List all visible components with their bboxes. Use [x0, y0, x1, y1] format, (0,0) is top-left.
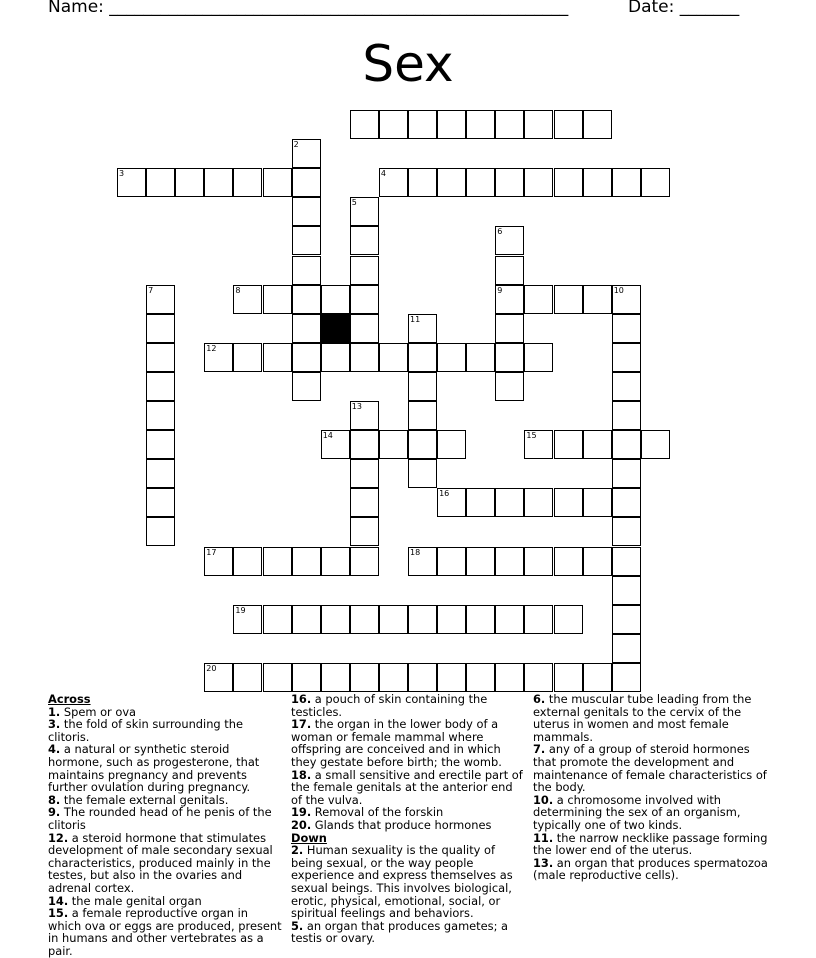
crossword-cell[interactable] [612, 634, 641, 663]
crossword-cell[interactable] [554, 663, 583, 692]
clue-item [291, 693, 527, 718]
clue-number: 10 [613, 285, 624, 295]
crossword-cell[interactable] [612, 517, 641, 546]
crossword-cell[interactable] [583, 547, 612, 576]
crossword-cell[interactable] [233, 285, 262, 314]
crossword-cell[interactable] [292, 197, 321, 226]
crossword-cell[interactable] [583, 168, 612, 197]
crossword-cell[interactable] [554, 605, 583, 634]
crossword-cell[interactable] [263, 605, 292, 634]
crossword-cell[interactable] [466, 168, 495, 197]
crossword-cell[interactable] [554, 285, 583, 314]
clue-item-text: a pouch of skin containing the testicles. [291, 692, 488, 719]
crossword-cell[interactable] [204, 343, 233, 372]
crossword-cell[interactable] [612, 168, 641, 197]
clue-item-text: the organ in the lower body of a woman or female mammal where offspring are conceived and in which they gestate before birth; the womb. [291, 717, 502, 769]
clue-item-number: 6. [533, 692, 546, 706]
crossword-cell[interactable] [379, 110, 408, 139]
clue-item [48, 832, 283, 895]
crossword-cell[interactable] [437, 547, 466, 576]
clue-item-number: 3. [48, 717, 61, 732]
crossword-cell[interactable] [612, 605, 641, 634]
clue-item-number: 9. [48, 805, 61, 820]
crossword-cell[interactable] [437, 168, 466, 197]
clue-item-number: 11. [533, 830, 554, 845]
crossword-cell[interactable] [495, 343, 524, 372]
crossword-cell[interactable] [524, 343, 553, 372]
crossword-cell[interactable] [233, 343, 262, 372]
crossword-cell[interactable] [379, 343, 408, 372]
crossword-cell[interactable] [408, 110, 437, 139]
crossword-cell[interactable] [437, 605, 466, 634]
crossword-cell[interactable] [495, 547, 524, 576]
name-field-label: Name: ______________________________________________________ [48, 0, 569, 17]
crossword-cell[interactable] [350, 517, 379, 546]
crossword-cell[interactable] [612, 285, 641, 314]
crossword-cell[interactable] [379, 168, 408, 197]
clue-number: 8 [235, 285, 241, 295]
crossword-cell[interactable] [408, 343, 437, 372]
crossword-cell[interactable] [466, 488, 495, 517]
crossword-cell[interactable] [146, 314, 175, 343]
crossword-cell[interactable] [350, 459, 379, 488]
clue-item [533, 857, 773, 882]
clue-item-text: the muscular tube leading from the external genitals to the cervix of the uterus in women and most female mammals. [533, 692, 752, 744]
crossword-cell[interactable] [612, 576, 641, 605]
clue-item-number: 7. [533, 742, 546, 757]
crossword-cell[interactable] [524, 430, 553, 459]
crossword-cell[interactable] [524, 110, 553, 139]
crossword-cell[interactable] [408, 372, 437, 401]
crossword-cell[interactable] [524, 168, 553, 197]
clue-item-number: 5. [291, 918, 304, 933]
clue-item [533, 743, 773, 793]
crossword-cell[interactable] [583, 285, 612, 314]
crossword-cell[interactable] [292, 605, 321, 634]
clue-number: 12 [206, 343, 217, 353]
crossword-cell[interactable] [350, 343, 379, 372]
crossword-cell[interactable] [583, 110, 612, 139]
crossword-cell[interactable] [321, 605, 350, 634]
clue-item-text: a female reproductive organ in which ova or eggs are produced, present in humans and other vertebrates as a pair. [48, 906, 282, 958]
clue-item-number: 20. [291, 817, 312, 832]
crossword-cell[interactable] [408, 430, 437, 459]
crossword-cell[interactable] [583, 488, 612, 517]
clue-number: 17 [206, 547, 217, 557]
crossword-cell[interactable] [175, 168, 204, 197]
crossword-cell[interactable] [146, 401, 175, 430]
puzzle-title: Sex [362, 35, 454, 93]
crossword-cell[interactable] [204, 547, 233, 576]
clue-column-2 [291, 693, 527, 945]
clue-item-text: The rounded head of he penis of the clitoris [48, 805, 272, 832]
clue-item-number: 17. [291, 717, 312, 732]
crossword-cell[interactable] [292, 285, 321, 314]
crossword-cell[interactable] [524, 547, 553, 576]
clue-column-1 [48, 693, 283, 957]
crossword-cell[interactable] [321, 547, 350, 576]
crossword-cell[interactable] [233, 663, 262, 692]
clue-number: 16 [439, 489, 450, 499]
crossword-cell[interactable] [612, 663, 641, 692]
crossword-cell[interactable] [612, 459, 641, 488]
crossword-cell[interactable] [437, 110, 466, 139]
crossword-cell[interactable] [292, 343, 321, 372]
clue-item [291, 920, 527, 945]
crossword-cell[interactable] [233, 605, 262, 634]
clue-item-number: 2. [291, 843, 304, 858]
crossword-cell[interactable] [612, 314, 641, 343]
clue-item [291, 844, 527, 920]
crossword-cell[interactable] [408, 605, 437, 634]
crossword-cell[interactable] [350, 256, 379, 285]
crossword-cell[interactable] [612, 372, 641, 401]
clue-number: 20 [206, 663, 217, 673]
clue-item [291, 769, 527, 807]
crossword-cell[interactable] [612, 488, 641, 517]
clue-item-number: 13. [533, 855, 554, 870]
crossword-cell[interactable] [466, 110, 495, 139]
crossword-cell[interactable] [263, 663, 292, 692]
crossword-cell[interactable] [292, 168, 321, 197]
crossword-cell[interactable] [408, 314, 437, 343]
crossword-cell[interactable] [146, 372, 175, 401]
crossword-cell[interactable] [263, 285, 292, 314]
crossword-cell[interactable] [292, 314, 321, 343]
crossword-cell[interactable] [350, 314, 379, 343]
crossword-cell[interactable] [437, 343, 466, 372]
clue-item-text: the narrow necklike passage forming the lower end of the uterus. [533, 830, 768, 858]
clue-number: 5 [351, 198, 357, 208]
crossword-cell[interactable] [204, 663, 233, 692]
crossword-cell[interactable] [554, 547, 583, 576]
crossword-cell[interactable] [554, 168, 583, 197]
clue-number: 7 [148, 285, 154, 295]
clue-item [291, 718, 527, 768]
crossword-cell[interactable] [350, 547, 379, 576]
clue-number: 15 [526, 431, 537, 441]
clue-number: 6 [497, 227, 503, 237]
crossword-cell[interactable] [233, 168, 262, 197]
crossword-cell[interactable] [292, 256, 321, 285]
crossword-cell[interactable] [437, 488, 466, 517]
crossword-cell[interactable] [495, 663, 524, 692]
crossword-cell[interactable] [408, 168, 437, 197]
clue-item-text: a natural or synthetic steroid hormone, such as progesterone, that maintains pregnancy and prevents further ovulation during pregnancy. [48, 742, 260, 795]
crossword-cell[interactable] [524, 663, 553, 692]
clue-item-number: 16. [291, 692, 312, 706]
crossword-cell[interactable] [437, 663, 466, 692]
down-heading: Down [291, 830, 327, 845]
clue-item-text: a small sensitive and erectile part of the female genitals at the anterior end of the vulva. [291, 767, 523, 807]
crossword-cell[interactable] [495, 168, 524, 197]
clue-item-number: 18. [291, 767, 312, 782]
crossword-cell[interactable] [146, 168, 175, 197]
crossword-cell[interactable] [146, 285, 175, 314]
crossword-cell[interactable] [292, 139, 321, 168]
crossword-cell[interactable] [321, 663, 350, 692]
crossword-cell[interactable] [466, 343, 495, 372]
clue-item-number: 10. [533, 792, 554, 807]
clue-number: 2 [293, 140, 299, 150]
crossword-cell[interactable] [321, 285, 350, 314]
crossword-cell[interactable] [292, 372, 321, 401]
crossword-cell[interactable] [612, 430, 641, 459]
crossword-cell[interactable] [233, 547, 262, 576]
crossword-cell[interactable] [263, 343, 292, 372]
crossword-cell[interactable] [554, 488, 583, 517]
clue-item-number: 1. [48, 704, 61, 719]
crossword-cell[interactable] [350, 401, 379, 430]
crossword-cell[interactable] [466, 663, 495, 692]
crossword-cell[interactable] [146, 459, 175, 488]
clue-item [48, 806, 283, 831]
crossword-cell[interactable] [146, 488, 175, 517]
clue-item [48, 718, 283, 743]
crossword-cell[interactable] [350, 285, 379, 314]
clue-item-text: an organ that produces gametes; a testis or ovary. [291, 918, 509, 946]
clue-item [291, 819, 527, 832]
clue-number: 14 [322, 431, 333, 441]
crossword-cell[interactable] [554, 430, 583, 459]
clue-item-number: 4. [48, 742, 61, 757]
crossword-cell[interactable] [263, 168, 292, 197]
crossword-cell[interactable] [583, 663, 612, 692]
crossword-cell[interactable] [495, 314, 524, 343]
crossword-cell[interactable] [292, 547, 321, 576]
crossword-cell[interactable] [350, 226, 379, 255]
crossword-cell[interactable] [321, 430, 350, 459]
crossword-cell[interactable] [495, 285, 524, 314]
crossword-cell[interactable] [495, 110, 524, 139]
crossword-cell[interactable] [146, 517, 175, 546]
crossword-cell[interactable] [466, 547, 495, 576]
clue-item [533, 693, 773, 743]
crossword-cell[interactable] [524, 488, 553, 517]
crossword-cell[interactable] [292, 663, 321, 692]
clue-item [48, 907, 283, 957]
crossword-cell[interactable] [350, 197, 379, 226]
clue-item-text: an organ that produces spermatozoa (male reproductive cells). [533, 855, 768, 883]
clue-number: 18 [410, 547, 421, 557]
crossword-cell[interactable] [495, 488, 524, 517]
crossword-cell[interactable] [379, 430, 408, 459]
clue-item-number: 15. [48, 906, 69, 921]
crossword-cell[interactable] [495, 256, 524, 285]
crossword-cell[interactable] [641, 168, 670, 197]
crossword-cell[interactable] [379, 663, 408, 692]
crossword-cell[interactable] [495, 372, 524, 401]
clue-number: 3 [119, 169, 125, 179]
clue-column-3 [533, 693, 773, 882]
crossword-cell[interactable] [146, 343, 175, 372]
crossword-cell[interactable] [321, 343, 350, 372]
crossword-cell[interactable] [350, 488, 379, 517]
crossword-cell[interactable] [437, 430, 466, 459]
clue-item [48, 743, 283, 793]
clue-item-text: Human sexuality is the quality of being sexual, or the way people experience and express themselves as sexual beings. This involves biological, erotic, physical, emotional, social, or spiritual feelings and behaviors. [291, 843, 513, 921]
clue-number: 9 [497, 285, 503, 295]
clue-item-text: the male genital organ [68, 893, 202, 908]
crossword-cell[interactable] [117, 168, 146, 197]
clue-item-number: 14. [48, 893, 69, 908]
crossword-cell[interactable] [524, 605, 553, 634]
clue-item [533, 794, 773, 832]
crossword-cell[interactable] [350, 110, 379, 139]
crossword-cell[interactable] [350, 605, 379, 634]
crossword-cell[interactable] [524, 285, 553, 314]
crossword-cell[interactable] [292, 226, 321, 255]
clue-number: 19 [235, 605, 246, 615]
crossword-cell[interactable] [408, 547, 437, 576]
crossword-cell[interactable] [612, 547, 641, 576]
clue-item-text: a chromosome involved with determining the sex of an organism, typically one of two kinds. [533, 792, 741, 832]
clue-item [533, 832, 773, 857]
crossword-cell[interactable] [379, 605, 408, 634]
clue-item-text: a steroid hormone that stimulates development of male secondary sexual characteristics, produced mainly in the testes, but also in the ovaries and adrenal cortex. [48, 830, 273, 895]
clue-number: 4 [380, 169, 386, 179]
clue-item-text: Removal of the forskin [311, 805, 444, 820]
crossword-cell[interactable] [263, 547, 292, 576]
crossword-cell[interactable] [408, 459, 437, 488]
crossword-cell[interactable] [554, 110, 583, 139]
crossword-cell[interactable] [495, 605, 524, 634]
crossword-cell[interactable] [146, 430, 175, 459]
blocked-cell [321, 314, 350, 343]
crossword-cell[interactable] [408, 663, 437, 692]
crossword-cell[interactable] [583, 430, 612, 459]
clue-item-text: the fold of skin surrounding the clitoris. [48, 717, 243, 744]
clue-number: 13 [351, 402, 362, 411]
clue-item-text: the female external genitals. [60, 792, 229, 807]
crossword-cell[interactable] [641, 430, 670, 459]
clue-item-number: 19. [291, 805, 312, 820]
crossword-cell[interactable] [350, 663, 379, 692]
crossword-cell[interactable] [612, 401, 641, 430]
crossword-cell[interactable] [350, 430, 379, 459]
clue-item-text: Glands that produce hormones [311, 817, 492, 832]
clue-item-text: Spem or ova [60, 704, 137, 719]
crossword-cell[interactable] [466, 605, 495, 634]
clue-item-number: 12. [48, 830, 69, 845]
crossword-cell[interactable] [204, 168, 233, 197]
clue-item-text: any of a group of steroid hormones that promote the development and maintenance of female characteristics of the body. [533, 742, 767, 795]
date-field-label: Date: _______ [628, 0, 740, 17]
crossword-cell[interactable] [495, 226, 524, 255]
clue-item-number: 8. [48, 792, 61, 807]
clue-number: 11 [410, 314, 421, 324]
across-heading: Across [48, 692, 91, 706]
crossword-cell[interactable] [612, 343, 641, 372]
crossword-cell[interactable] [408, 401, 437, 430]
